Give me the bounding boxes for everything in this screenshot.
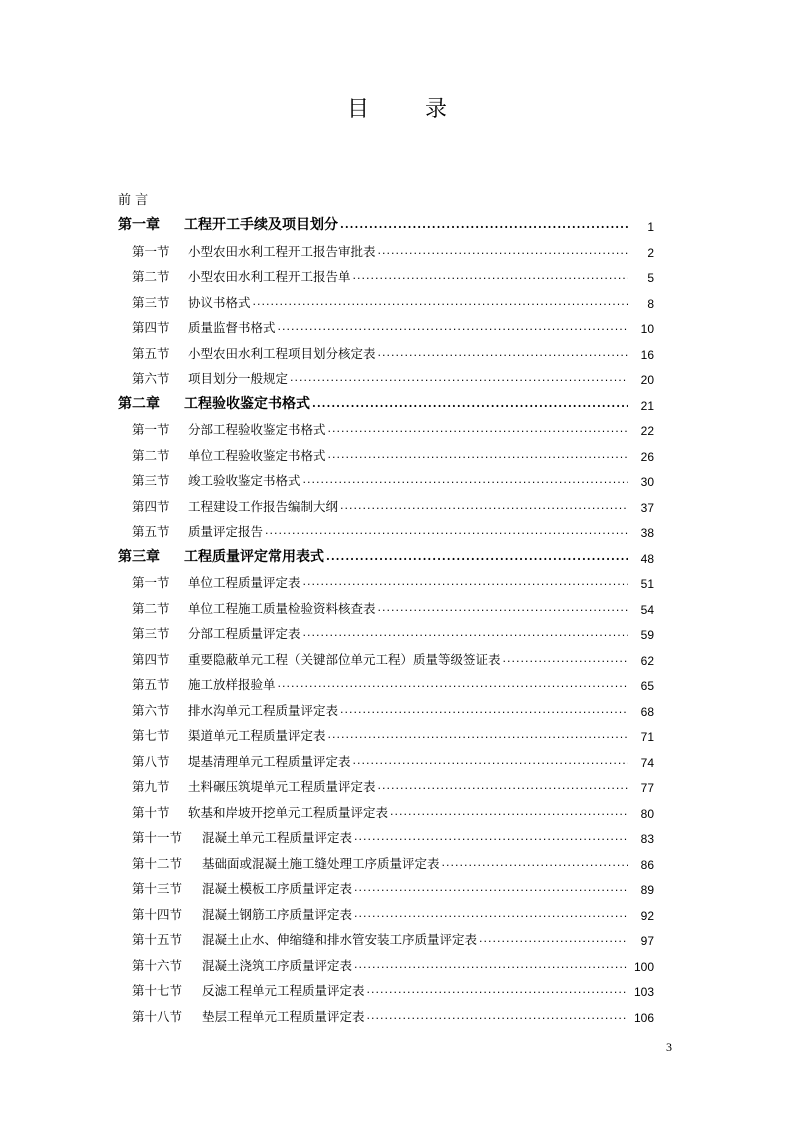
- toc-leader-dots: [352, 910, 628, 923]
- toc-entry-label: [132, 726, 326, 744]
- toc-entry-label: [132, 650, 501, 668]
- toc-entry-number: 第五节: [132, 524, 170, 539]
- toc-section-entry[interactable]: [132, 799, 654, 821]
- toc-leader-dots: [351, 272, 628, 285]
- toc-section-entry[interactable]: [132, 620, 654, 642]
- toc-entry-page: 97: [640, 934, 654, 948]
- preface-label: 前 言: [118, 193, 149, 208]
- toc-section-entry[interactable]: [132, 773, 654, 795]
- toc-section-entry[interactable]: [132, 646, 654, 668]
- toc-leader-dots: [338, 502, 628, 515]
- page-title: [0, 92, 794, 123]
- toc-entry-number: 第四节: [132, 651, 170, 667]
- toc-entry-number: 第十一节: [132, 830, 183, 845]
- toc-entry-number: 第一节: [132, 243, 170, 259]
- toc-section-entry[interactable]: [132, 365, 654, 387]
- toc-entry-page: 30: [640, 475, 654, 489]
- toc-section-entry[interactable]: [132, 722, 654, 744]
- toc-entry-title: 垫层工程单元工程质量评定表: [202, 1008, 365, 1024]
- toc-leader-dots: [301, 476, 628, 489]
- toc-entry-title: 分部工程质量评定表: [188, 626, 301, 641]
- toc-entry-label: [132, 522, 263, 540]
- toc-entry-label: [132, 446, 326, 464]
- toc-entry-page: 20: [640, 373, 654, 387]
- toc-entry-title: 工程建设工作报告编制大纲: [188, 498, 339, 514]
- toc-entry-label: [132, 573, 301, 591]
- toc-entry-title: 单位工程施工质量检验资料核查表: [188, 600, 376, 616]
- toc-entry-page: 16: [640, 347, 654, 362]
- toc-entry-number: 第十七节: [132, 983, 183, 998]
- toc-entry-page: 48: [640, 551, 654, 566]
- toc-section-entry[interactable]: [132, 493, 654, 515]
- toc-section-entry[interactable]: [132, 416, 654, 438]
- toc-entry-label: [132, 497, 338, 515]
- toc-entry-label: [132, 675, 276, 693]
- toc-leader-dots: [376, 604, 628, 617]
- toc-entry-label: [132, 369, 288, 387]
- toc-entry-label: [132, 242, 376, 260]
- toc-entry-number: 第十节: [132, 804, 170, 820]
- toc-entry-number: 第三章: [118, 548, 160, 565]
- toc-section-entry[interactable]: [132, 238, 654, 260]
- toc-entry-title: 小型农田水利工程项目划分核定表: [188, 345, 376, 361]
- toc-entry-title: 混凝土止水、伸缩缝和排水管安装工序质量评定表: [202, 932, 478, 947]
- toc-leader-dots: [288, 374, 628, 387]
- toc-entry-label: [132, 956, 352, 974]
- toc-leader-dots: [338, 221, 628, 234]
- toc-leader-dots: [276, 680, 628, 693]
- toc-entry-page: 54: [640, 602, 654, 617]
- toc-entry-number: 第四节: [132, 498, 170, 514]
- toc-section-entry[interactable]: [132, 952, 654, 974]
- toc-entry-page: 89: [640, 883, 654, 897]
- toc-leader-dots: [501, 655, 628, 668]
- toc-section-entry[interactable]: [132, 671, 654, 693]
- toc-section-entry[interactable]: [132, 467, 654, 489]
- toc-entry-label: [132, 599, 376, 617]
- toc-entry-title: 渠道单元工程质量评定表: [188, 728, 326, 743]
- toc-section-entry[interactable]: [132, 977, 654, 999]
- toc-chapter-entry[interactable]: [118, 212, 654, 234]
- page-title-left: 目: [346, 97, 369, 122]
- toc-leader-dots: [477, 935, 628, 948]
- toc-entry-title: 重要隐蔽单元工程（关键部位单元工程）质量等级签证表: [188, 651, 501, 667]
- toc-entry-number: 第四节: [132, 320, 170, 335]
- toc-entry-label: [132, 777, 376, 795]
- toc-leader-dots: [338, 706, 628, 719]
- toc-entry-page: 38: [640, 526, 654, 540]
- toc-entry-title: 单位工程验收鉴定书格式: [188, 447, 326, 463]
- toc-entry-title: 质量评定报告: [188, 524, 264, 539]
- toc-leader-dots: [388, 808, 628, 821]
- toc-entry-title: 竣工验收鉴定书格式: [188, 473, 301, 488]
- toc-entry-number: 第二节: [132, 600, 170, 616]
- toc-entry-number: 第八节: [132, 753, 170, 769]
- toc-leader-dots: [376, 247, 628, 260]
- toc-entry-page: 103: [633, 985, 654, 999]
- toc-entry-number: 第二节: [132, 269, 170, 284]
- toc-entry-title: 工程开工手续及项目划分: [184, 217, 338, 233]
- toc-entry-page: 21: [640, 398, 654, 413]
- toc-entry-label: [132, 624, 301, 642]
- toc-entry-title: 施工放样报验单: [188, 677, 276, 692]
- toc-entry-number: 第三节: [132, 473, 170, 488]
- toc-leader-dots: [326, 425, 628, 438]
- toc-leader-dots: [352, 884, 628, 897]
- toc-entry-page: 1: [647, 220, 654, 234]
- toc-entry-label: [132, 318, 276, 336]
- toc-chapter-entry[interactable]: [118, 544, 654, 566]
- toc-entry-page: 59: [640, 628, 654, 642]
- toc-entry-page: 80: [640, 806, 654, 821]
- toc-entry-title: 混凝土单元工程质量评定表: [202, 830, 353, 845]
- toc-entry-page: 62: [640, 653, 654, 668]
- toc-entry-label: [132, 981, 365, 999]
- toc-leader-dots: [251, 298, 628, 311]
- toc-entry-label: [132, 267, 351, 285]
- toc-preface[interactable]: [118, 186, 654, 208]
- toc-entry-title: 混凝土钢筋工序质量评定表: [202, 906, 353, 922]
- toc-entry-label: [132, 905, 352, 923]
- toc-section-entry[interactable]: [132, 697, 654, 719]
- toc-entry-label: [132, 471, 301, 489]
- toc-entry-title: 混凝土模板工序质量评定表: [202, 881, 353, 896]
- toc-entry-title: 堤基清理单元工程质量评定表: [188, 753, 351, 769]
- toc-leader-dots: [301, 578, 628, 591]
- toc-entry-title: 小型农田水利工程开工报告单: [188, 269, 351, 284]
- toc-entry-page: 10: [640, 322, 654, 336]
- toc-entry-label: [132, 1007, 365, 1025]
- toc-entry-number: 第一章: [118, 217, 160, 233]
- toc-entry-page: 74: [640, 755, 654, 770]
- toc-leader-dots: [376, 782, 628, 795]
- toc-section-entry[interactable]: [132, 442, 654, 464]
- page-title-right: 录: [425, 97, 448, 122]
- toc-entry-number: 第二章: [118, 395, 160, 412]
- toc-chapter-entry[interactable]: [118, 391, 654, 413]
- toc-entry-title: 单位工程质量评定表: [188, 575, 301, 590]
- toc-entry-number: 第五节: [132, 677, 170, 692]
- toc-leader-dots: [276, 323, 628, 336]
- toc-section-entry[interactable]: [132, 850, 654, 872]
- toc-leader-dots: [263, 527, 628, 540]
- toc-entry-title: 土料碾压筑堤单元工程质量评定表: [188, 779, 376, 794]
- toc-section-entry[interactable]: [132, 340, 654, 362]
- toc-entry-number: 第九节: [132, 779, 170, 794]
- toc-leader-dots: [365, 986, 628, 999]
- toc-entry-number: 第六节: [132, 702, 170, 718]
- toc-leader-dots: [440, 859, 628, 872]
- toc-entry-page: 51: [640, 577, 654, 591]
- toc-entry-label: [132, 803, 388, 821]
- toc-leader-dots: [365, 1012, 628, 1025]
- toc-leader-dots: [301, 629, 628, 642]
- toc-entry-page: 5: [647, 271, 654, 285]
- toc-entry-page: 68: [640, 704, 654, 719]
- toc-entry-title: 小型农田水利工程开工报告审批表: [188, 243, 376, 259]
- toc-entry-number: 第一节: [132, 422, 170, 437]
- toc-entry-page: 77: [640, 781, 654, 795]
- toc-entry-number: 第二节: [132, 447, 170, 463]
- toc-leader-dots: [352, 833, 628, 846]
- toc-entry-label: [118, 546, 324, 566]
- toc-entry-page: 37: [640, 500, 654, 515]
- toc-entry-label: [132, 701, 338, 719]
- toc-entry-page: 100: [633, 959, 654, 974]
- toc-entry-title: 基础面或混凝土施工缝处理工序质量评定表: [202, 855, 440, 871]
- toc-entry-label: [132, 420, 326, 438]
- toc-entry-title: 排水沟单元工程质量评定表: [188, 702, 339, 718]
- toc-entry-label: [132, 344, 376, 362]
- toc-entry-label: [118, 214, 338, 234]
- toc-entry-number: 第十三节: [132, 881, 183, 896]
- toc-section-entry[interactable]: [132, 595, 654, 617]
- toc-entry-title: 工程质量评定常用表式: [184, 548, 324, 565]
- toc-entry-title: 工程验收鉴定书格式: [184, 395, 310, 412]
- toc-leader-dots: [326, 731, 628, 744]
- toc-entry-label: [132, 854, 440, 872]
- toc-leader-dots: [351, 757, 628, 770]
- toc-entry-number: 第十五节: [132, 932, 183, 947]
- toc-section-entry[interactable]: [132, 1003, 654, 1025]
- toc-entry-number: 第十二节: [132, 855, 183, 871]
- toc-entry-page: 106: [633, 1010, 654, 1025]
- toc-leader-dots: [326, 451, 628, 464]
- toc-entry-number: 第六节: [132, 371, 170, 386]
- toc-leader-dots: [352, 961, 628, 974]
- toc-entry-title: 项目划分一般规定: [188, 371, 289, 386]
- toc-entry-page: 26: [640, 449, 654, 464]
- toc-entry-title: 分部工程验收鉴定书格式: [188, 422, 326, 437]
- toc-entry-number: 第三节: [132, 294, 170, 310]
- toc-leader-dots: [310, 400, 628, 413]
- toc-entry-number: 第十六节: [132, 957, 183, 973]
- toc-entry-page: 83: [640, 832, 654, 846]
- toc-section-entry[interactable]: [132, 314, 654, 336]
- toc-leader-dots: [324, 553, 628, 566]
- toc-entry-number: 第五节: [132, 345, 170, 361]
- toc-entry-page: 71: [640, 730, 654, 744]
- toc-entry-page: 8: [647, 296, 654, 311]
- toc-entry-page: 92: [640, 908, 654, 923]
- toc-entry-label: [132, 930, 477, 948]
- toc-section-entry[interactable]: [132, 289, 654, 311]
- toc-section-entry[interactable]: [132, 824, 654, 846]
- toc-entry-page: 86: [640, 857, 654, 872]
- toc-entry-page: 2: [647, 245, 654, 260]
- toc-entry-title: 协议书格式: [188, 294, 251, 310]
- toc-entry-label: [132, 293, 251, 311]
- toc-entry-title: 软基和岸坡开挖单元工程质量评定表: [188, 804, 389, 820]
- toc-section-entry[interactable]: [132, 748, 654, 770]
- toc-entry-number: 第十四节: [132, 906, 183, 922]
- toc-entry-label: [132, 879, 352, 897]
- toc-entry-label: [132, 752, 351, 770]
- toc-section-entry[interactable]: [132, 926, 654, 948]
- toc-entry-label: [132, 828, 352, 846]
- toc-section-entry[interactable]: [132, 901, 654, 923]
- toc-section-entry[interactable]: [132, 875, 654, 897]
- toc-section-entry[interactable]: [132, 518, 654, 540]
- toc-leader-dots: [376, 349, 628, 362]
- toc-entry-number: 第七节: [132, 728, 170, 743]
- toc-entry-label: [118, 393, 310, 413]
- toc-entry-number: 第十八节: [132, 1008, 183, 1024]
- toc-entry-title: 质量监督书格式: [188, 320, 276, 335]
- toc-entry-title: 反滤工程单元工程质量评定表: [202, 983, 365, 998]
- page-number: 3: [666, 1040, 672, 1054]
- toc-section-entry[interactable]: [132, 569, 654, 591]
- toc-entry-number: 第三节: [132, 626, 170, 641]
- toc-entry-number: 第一节: [132, 575, 170, 590]
- toc-section-entry[interactable]: [132, 263, 654, 285]
- toc-entry-page: 22: [640, 424, 654, 438]
- toc-entry-page: 65: [640, 679, 654, 693]
- toc-entry-title: 混凝土浇筑工序质量评定表: [202, 957, 353, 973]
